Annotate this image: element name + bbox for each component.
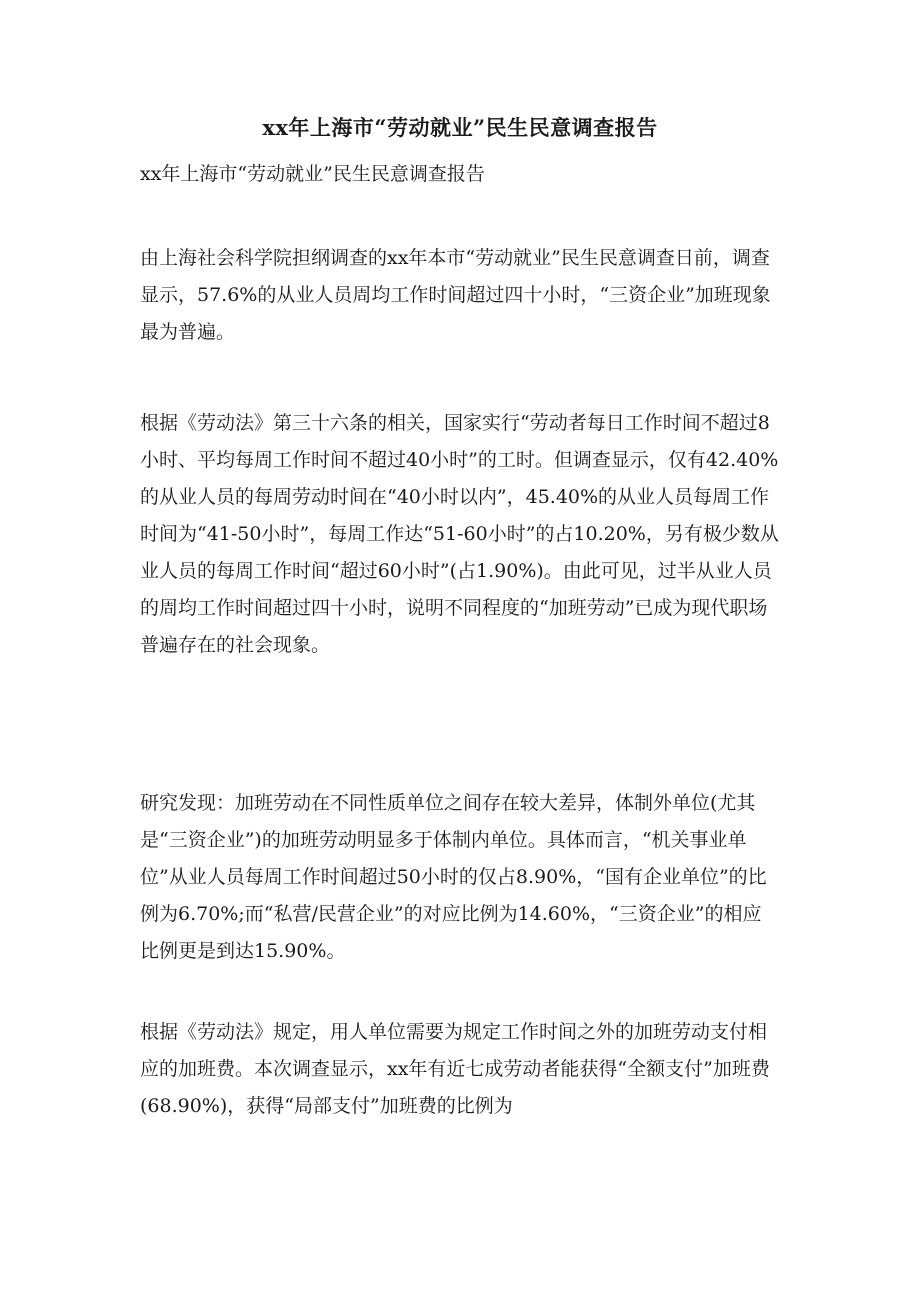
paragraph-research-findings: 研究发现：加班劳动在不同性质单位之间存在较大差异，体制外单位(尤其是“三资企业”)的加班劳动明显多于体制内单位。具体而言，“机关事业单位”从业人员每周工作时间超过50小时的仅占8.90%，“国有企业单位”的比例为6.70%;而“私营/民营企业”的对应比例为14.60%，“三资企业”的相应比例更是到达15.90%。 <box>140 792 767 962</box>
paragraph-intro: 由上海社会科学院担纲调查的xx年本市“劳动就业”民生民意调查日前，调查显示，57.6%的从业人员周均工作时间超过四十小时，“三资企业”加班现象最为普遍。 <box>140 247 771 343</box>
document-subtitle: xx年上海市“劳动就业”民生民意调查报告 <box>140 163 485 185</box>
paragraph-labor-law-hours: 根据《劳动法》第三十六条的相关，国家实行“劳动者每日工作时间不超过8小时、平均每周工作时间不超过40小时”的工时。但调查显示，仅有42.40%的从业人员的每周劳动时间在“40小时以内”，45.40%的从业人员每周工作时间为“41-50小时”，每周工作达“51-60小时”的占10.20%，另有极少数从业人员的每周工作时间“超过60小时”(占1.90%)。由此可见，过半从业人员的周均工作时间超过四十小时，说明不同程度的“加班劳动”已成为现代职场普遍存在的社会现象。 <box>140 412 779 656</box>
document-title: xx年上海市“劳动就业”民生民意调查报告 <box>262 115 658 140</box>
paragraph-overtime-pay: 根据《劳动法》规定，用人单位需要为规定工作时间之外的加班劳动支付相应的加班费。本次调查显示，xx年有近七成劳动者能获得“全额支付”加班费(68.90%)，获得“局部支付”加班费的比例为 <box>140 1021 770 1117</box>
